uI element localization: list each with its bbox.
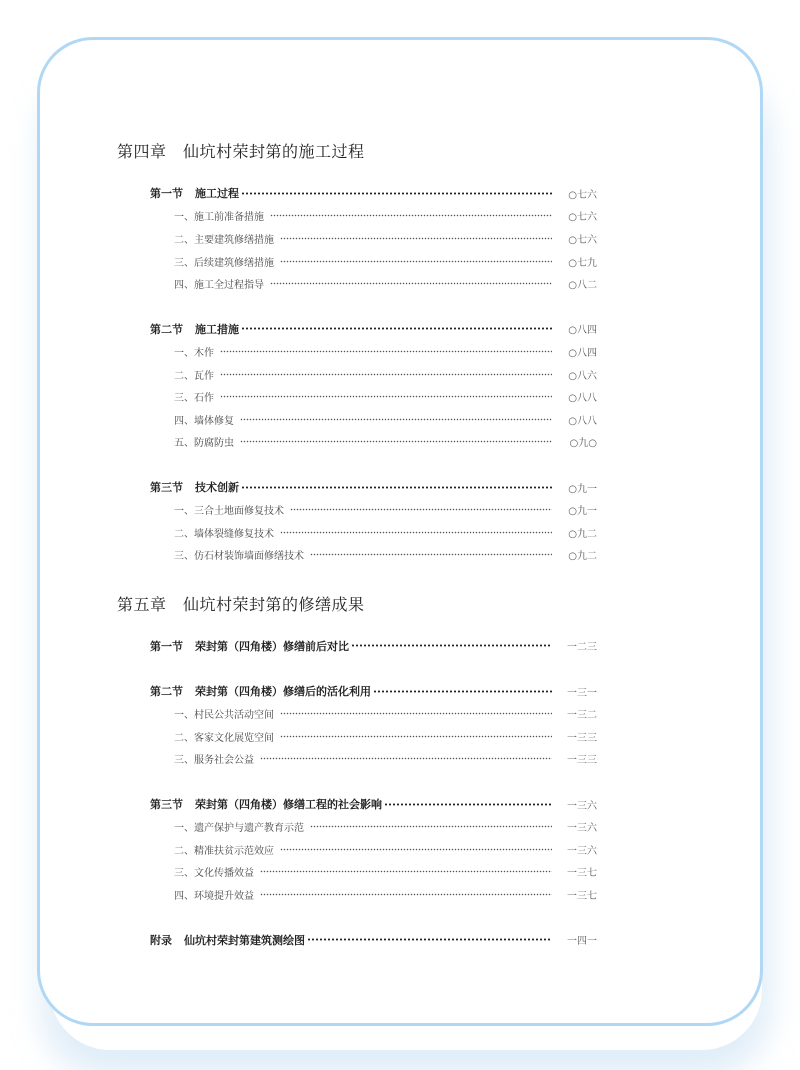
dot-leader — [290, 508, 552, 511]
section-number: 第三节 — [150, 481, 183, 495]
dot-leader — [241, 486, 552, 489]
page-number: 一三七 — [567, 868, 597, 880]
section-title: 荣封第（四角楼）修缮后的活化利用 — [195, 685, 371, 699]
toc-item[interactable] — [117, 431, 597, 454]
item-label: 二、客家文化展览空间 — [174, 732, 274, 744]
page-number: ○九二 — [568, 551, 597, 563]
toc-item[interactable] — [117, 725, 597, 748]
dot-leader — [280, 712, 552, 715]
page-number: ○七六 — [568, 189, 597, 201]
dot-leader — [310, 825, 552, 828]
page-number: 一三六 — [567, 800, 597, 812]
page-number: 一四一 — [567, 936, 597, 948]
item-label: 一、三合土地面修复技术 — [174, 506, 284, 518]
page-number: 一三六 — [567, 823, 597, 835]
dot-leader — [220, 395, 552, 398]
section-row[interactable] — [117, 793, 597, 816]
page-number: ○八四 — [568, 347, 597, 359]
section-row[interactable] — [117, 928, 597, 951]
item-label: 三、仿石材装饰墙面修缮技术 — [174, 551, 304, 563]
dot-leader — [260, 757, 552, 760]
item-label: 三、服务社会公益 — [174, 755, 254, 767]
item-label: 一、村民公共活动空间 — [174, 710, 274, 722]
dot-leader — [280, 531, 552, 534]
dot-leader — [280, 735, 552, 738]
toc-item[interactable] — [117, 861, 597, 884]
dot-leader — [373, 690, 552, 693]
section-title: 仙坑村荣封第建筑测绘图 — [184, 933, 305, 947]
dot-leader — [310, 553, 552, 556]
page-number: ○八四 — [568, 325, 597, 337]
section-number: 第三节 — [150, 798, 183, 812]
item-label: 四、施工全过程指导 — [174, 280, 264, 292]
section-label — [150, 638, 349, 654]
section-row[interactable] — [117, 182, 597, 205]
section-title: 施工过程 — [195, 187, 239, 201]
dot-leader — [260, 870, 552, 873]
page-number: 一二三 — [567, 642, 597, 654]
item-label: 二、墙体裂缝修复技术 — [174, 528, 274, 540]
item-label: 三、石作 — [174, 393, 214, 405]
section-group — [117, 928, 597, 951]
dot-leader — [241, 327, 552, 330]
section-number: 第二节 — [150, 322, 183, 336]
toc-item[interactable] — [117, 815, 597, 838]
toc-item[interactable] — [117, 544, 597, 567]
dot-leader — [241, 192, 552, 195]
dot-leader — [280, 237, 552, 240]
section-label — [150, 321, 239, 337]
toc-item[interactable] — [117, 250, 597, 273]
dot-leader — [351, 644, 552, 647]
item-label: 三、后续建筑修缮措施 — [174, 257, 274, 269]
item-label: 二、精准扶贫示范效应 — [174, 845, 274, 857]
item-label: 一、木作 — [174, 347, 214, 359]
page-number: 一三七 — [567, 891, 597, 903]
section-row[interactable] — [117, 318, 597, 341]
section-label — [150, 796, 382, 812]
item-label: 二、主要建筑修缮措施 — [174, 234, 274, 246]
section-title: 荣封第（四角楼）修缮工程的社会影响 — [195, 798, 382, 812]
page-number: 一三二 — [567, 710, 597, 722]
page-number: ○八二 — [568, 280, 597, 292]
item-label: 五、防腐防虫 — [174, 438, 234, 450]
section-group — [117, 680, 597, 770]
toc-item[interactable] — [117, 340, 597, 363]
item-label: 一、遗产保护与遗产教育示范 — [174, 823, 304, 835]
toc-item[interactable] — [117, 498, 597, 521]
chapter-title: 第五章 仙坑村荣封第的修缮成果 — [117, 594, 365, 614]
page-number: ○七六 — [568, 212, 597, 224]
page-number: ○八八 — [568, 393, 597, 405]
section-group — [117, 476, 597, 566]
dot-leader — [280, 260, 552, 263]
page-number: ○七六 — [568, 234, 597, 246]
toc-item[interactable] — [117, 521, 597, 544]
dot-leader — [220, 350, 552, 353]
item-label: 四、墙体修复 — [174, 415, 234, 427]
section-group — [117, 182, 597, 295]
section-label — [150, 185, 239, 201]
toc-item[interactable] — [117, 272, 597, 295]
page-number: ○八八 — [568, 415, 597, 427]
dot-leader — [260, 893, 552, 896]
section-group — [117, 635, 597, 658]
page-number: ○九二 — [568, 528, 597, 540]
section-label — [150, 479, 239, 495]
page-number: ○九○ — [569, 438, 597, 450]
item-label: 二、瓦作 — [174, 370, 214, 382]
page-number: 一三三 — [567, 732, 597, 744]
page-number: ○九一 — [568, 506, 597, 518]
page-number: 一三三 — [567, 755, 597, 767]
section-row[interactable] — [117, 476, 597, 499]
page-number: 一三一 — [567, 687, 597, 699]
dot-leader — [307, 938, 552, 941]
section-row[interactable] — [117, 680, 597, 703]
dot-leader — [270, 214, 552, 217]
toc-item[interactable] — [117, 702, 597, 725]
section-group — [117, 793, 597, 906]
page-number: ○七九 — [568, 257, 597, 269]
item-label: 四、环境提升效益 — [174, 891, 254, 903]
section-label — [150, 683, 371, 699]
section-label — [150, 932, 305, 948]
section-number: 第二节 — [150, 685, 183, 699]
page-number: 一三六 — [567, 845, 597, 857]
section-group — [117, 318, 597, 454]
toc-item[interactable] — [117, 748, 597, 771]
section-title: 施工措施 — [195, 322, 239, 336]
chapter-title: 第四章 仙坑村荣封第的施工过程 — [117, 142, 365, 161]
toc-item[interactable] — [117, 883, 597, 906]
dot-leader — [280, 848, 552, 851]
toc-item[interactable] — [117, 205, 597, 228]
section-row[interactable] — [117, 635, 597, 658]
section-number: 附录 — [150, 933, 172, 947]
toc-item[interactable] — [117, 385, 597, 408]
section-number: 第一节 — [150, 639, 183, 653]
table-of-contents — [117, 140, 597, 974]
item-label: 一、施工前准备措施 — [174, 212, 264, 224]
dot-leader — [270, 282, 552, 285]
dot-leader — [220, 373, 552, 376]
section-title: 技术创新 — [195, 481, 239, 495]
toc-item[interactable] — [117, 227, 597, 250]
page-number: ○九一 — [568, 483, 597, 495]
page-number: ○八六 — [568, 370, 597, 382]
toc-item[interactable] — [117, 363, 597, 386]
item-label: 三、文化传播效益 — [174, 868, 254, 880]
toc-item[interactable] — [117, 408, 597, 431]
toc-item[interactable] — [117, 838, 597, 861]
dot-leader — [384, 803, 552, 806]
section-number: 第一节 — [150, 187, 183, 201]
dot-leader — [240, 440, 552, 443]
section-title: 荣封第（四角楼）修缮前后对比 — [195, 639, 349, 653]
dot-leader — [240, 418, 552, 421]
